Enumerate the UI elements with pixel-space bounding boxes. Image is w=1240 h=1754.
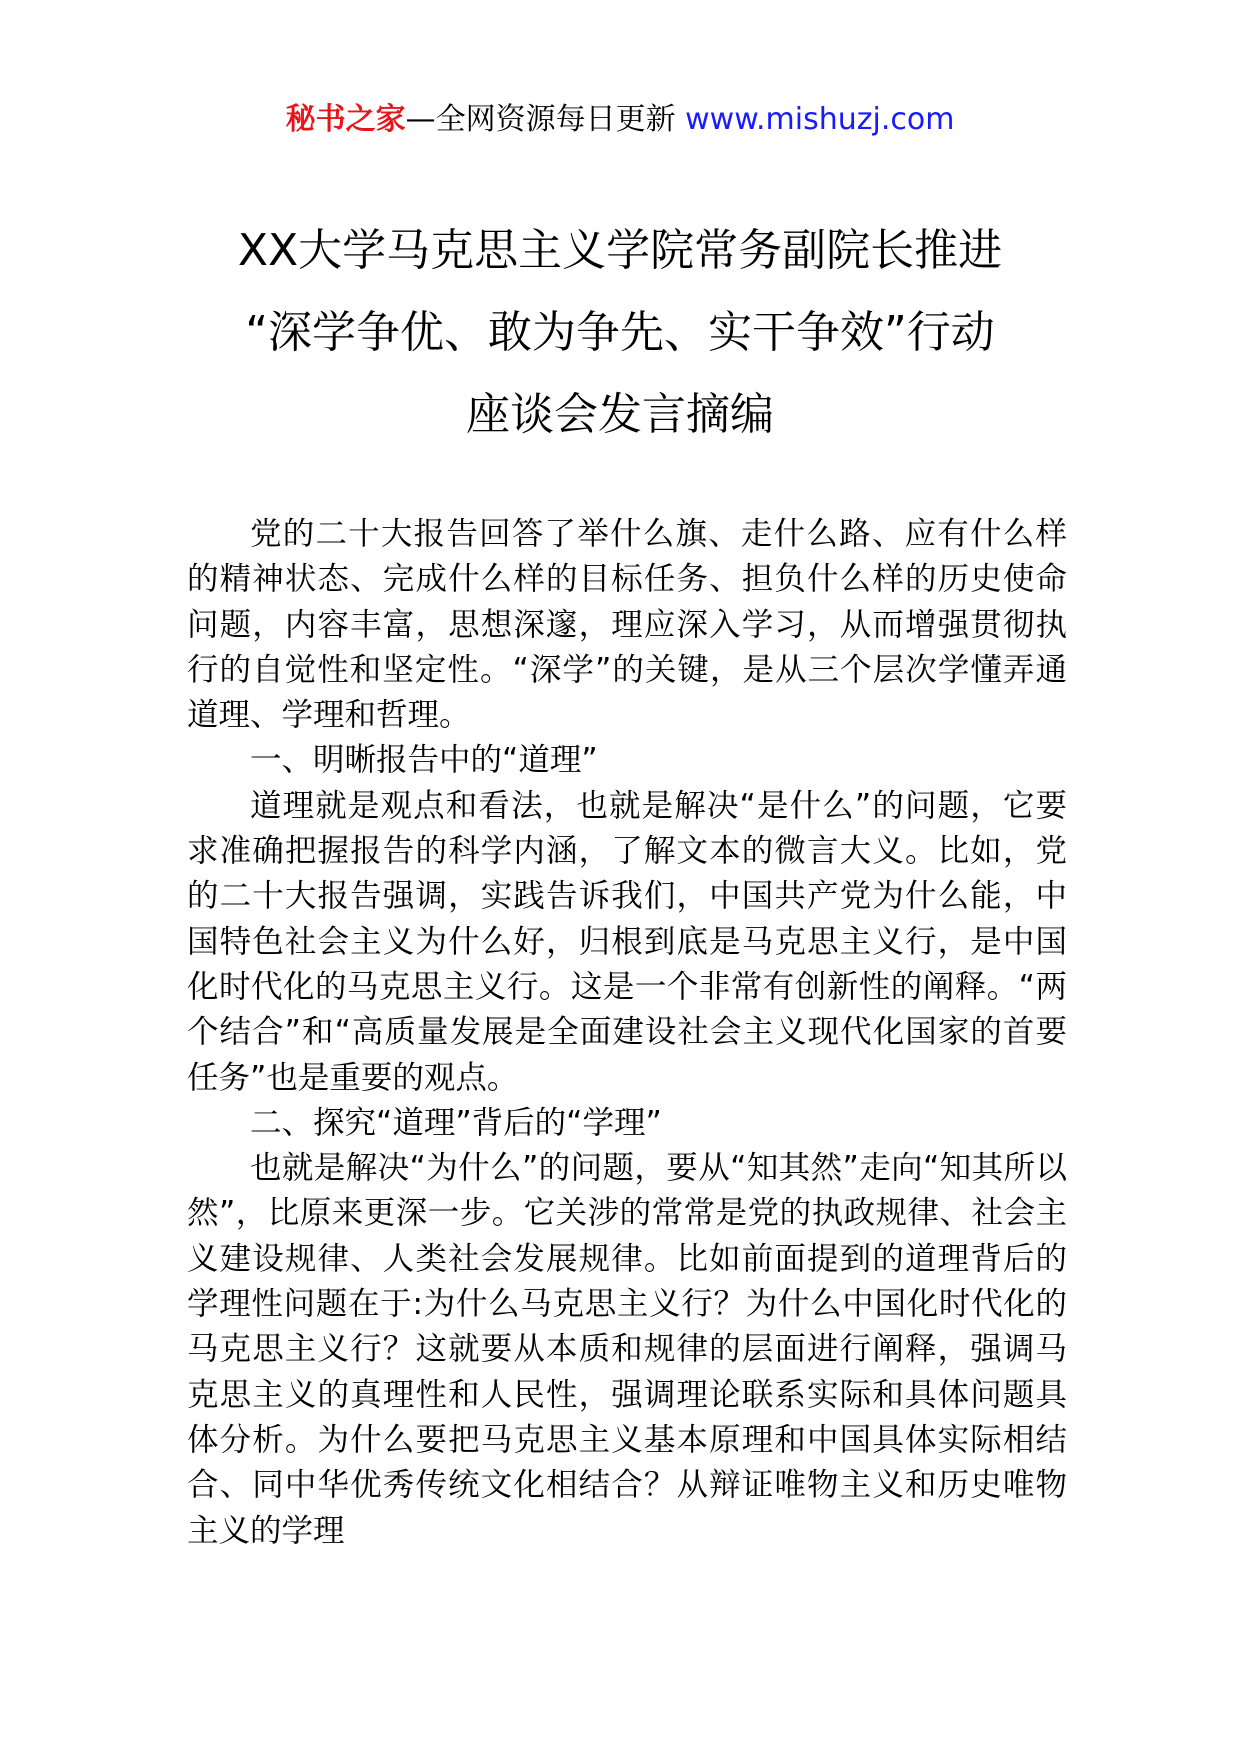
site-header [0, 100, 1240, 140]
section-heading-2: 二、探究“道理”背后的“学理” [250, 1104, 662, 1141]
body-paragraph-section-2: 也就是解决“为什么”的问题，要从“知其然”走向“知其所以然”，比原来更深一步。它关涉的常常是党的执政规律、社会主义建设规律、人类社会发展规律。比如前面提到的道理背后的学理性问题在于:为什么马克思主义行？为什么中国化时代化的马克思主义行？这就要从本质和规律的层面进行阐释，强调马克思主义的真理性和人民性，强调理论联系实际和具体问题具体分析。为什么要把马克思主义基本原理和中国具体实际相结合、同中华优秀传统文化相结合？从辩证唯物主义和历史唯物主义的学理 [187, 1150, 1067, 1549]
site-url-link[interactable]: www.mishuzj.com [685, 102, 955, 137]
section-heading-1: 一、明晰报告中的“道理” [250, 742, 598, 779]
title-line-3: 座谈会发言摘编 [466, 389, 774, 440]
site-slogan: —全网资源每日更新 [405, 102, 686, 137]
site-name: 秘书之家 [285, 102, 406, 137]
body-paragraph-section-1: 道理就是观点和看法，也就是解决“是什么”的问题，它要求准确把握报告的科学内涵，了解文本的微言大义。比如，党的二十大报告强调，实践告诉我们，中国共产党为什么能，中国特色社会主义为什么好，归根到底是马克思主义行，是中国化时代化的马克思主义行。这是一个非常有创新性的阐释。“两个结合”和“高质量发展是全面建设社会主义现代化国家的首要任务”也是重要的观点。 [187, 787, 1067, 1096]
title-line-2: “深学争优、敢为争先、实干争效”行动 [245, 307, 995, 358]
document-body [187, 512, 1067, 1554]
body-paragraph-intro: 党的二十大报告回答了举什么旗、走什么路、应有什么样的精神状态、完成什么样的目标任务、担负什么样的历史使命问题，内容丰富，思想深邃，理应深入学习，从而增强贯彻执行的自觉性和坚定性。“深学”的关键，是从三个层次学懂弄通道理、学理和哲理。 [187, 516, 1067, 734]
title-line-1: XX大学马克思主义学院常务副院长推进 [237, 225, 1003, 276]
document-title [0, 210, 1240, 456]
